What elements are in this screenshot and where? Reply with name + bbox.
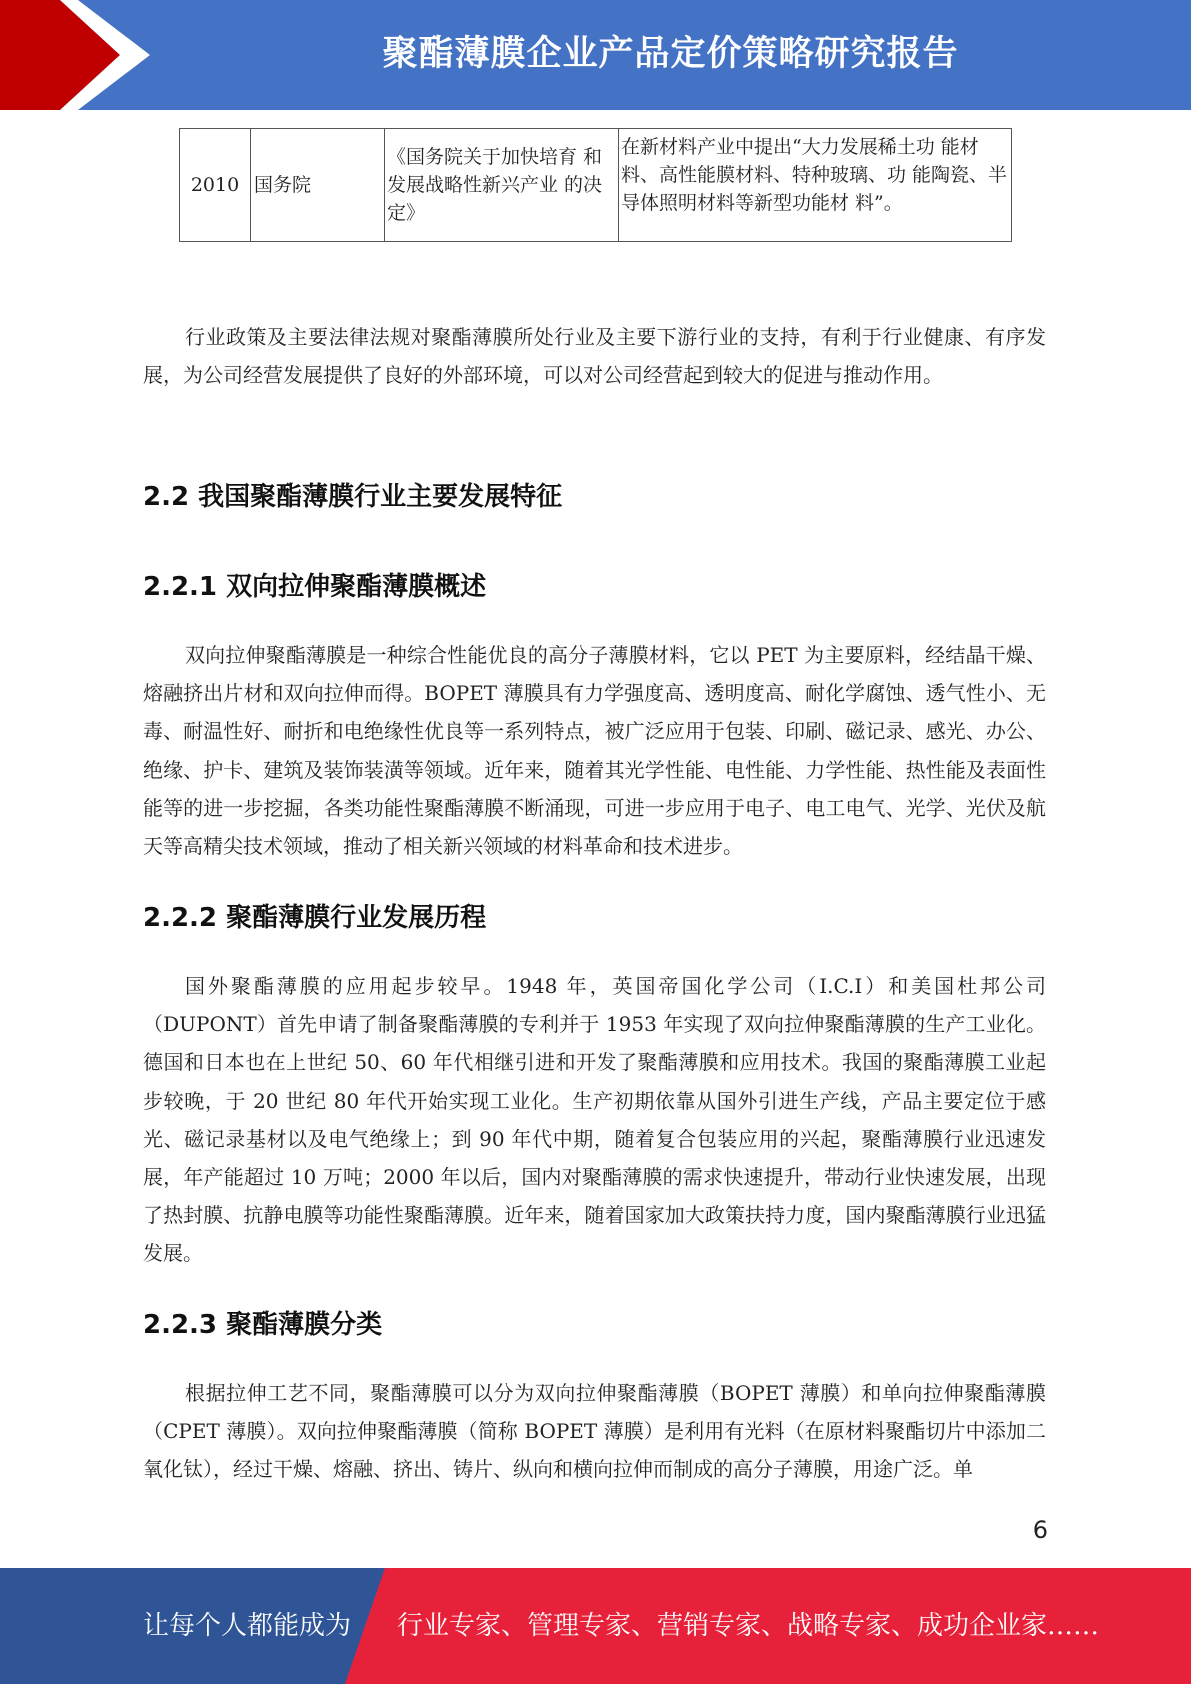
section-heading-2-2-2: 2.2.2 聚酯薄膜行业发展历程: [143, 903, 487, 933]
section-heading-2-2: 2.2 我国聚酯薄膜行业主要发展特征: [143, 482, 563, 512]
report-title: 聚酯薄膜企业产品定价策略研究报告: [382, 34, 959, 74]
paragraph-policy-support: 行业政策及主要法律法规对聚酯薄膜所处行业及主要下游行业的支持，有利于行业健康、有序发展，为公司经营发展提供了良好的外部环境，可以对公司经营起到较大的促进与推动作用。: [143, 325, 1046, 388]
policy-table: [179, 128, 1012, 242]
section-heading-2-2-1: 2.2.1 双向拉伸聚酯薄膜概述: [143, 572, 487, 602]
table-cell-content: 在新材料产业中提出“大力发展稀土功 能材料、高性能膜材料、特种玻璃、功 能陶瓷、半导体照明材料等新型功能材 料”。: [619, 129, 1012, 242]
table-row: [180, 129, 1012, 242]
page-number: 6: [1032, 1516, 1048, 1544]
footer-slogan-right: 行业专家、管理专家、营销专家、战略专家、成功企业家……: [397, 1611, 1100, 1641]
table-cell-document: 《国务院关于加快培育 和发展战略性新兴产业 的决定》: [385, 129, 619, 242]
paragraph-development-history: 国外聚酯薄膜的应用起步较早。1948 年，英国帝国化学公司（I.C.I）和美国杜邦公司（DUPONT）首先申请了制备聚酯薄膜的专利并于 1953 年实现了双向拉伸聚酯薄膜的生产工业化。德国和日本也在上世纪 50、60 年代相继引进和开发了聚酯薄膜和应用技术。我国的聚酯薄膜工业起步较晚，于 20 世纪 80 年代开始实现工业化。生产初期依靠从国外引进生产线，产品主要定位于感光、磁记录基材以及电气绝缘上；到 90 年代中期，随着复合包装应用的兴起，聚酯薄膜行业迅速发展，年产能超过 10 万吨；2000 年以后，国内对聚酯薄膜的需求快速提升，带动行业快速发展，出现了热封膜、抗静电膜等功能性聚酯薄膜。近年来，随着国家加大政策扶持力度，国内聚酯薄膜行业迅猛发展。: [143, 974, 1046, 1266]
table-cell-year: 2010: [180, 129, 251, 242]
footer-slogan-left: 让每个人都能成为: [143, 1611, 352, 1641]
section-heading-2-2-3: 2.2.3 聚酯薄膜分类: [143, 1310, 383, 1340]
paragraph-bopet-overview: 双向拉伸聚酯薄膜是一种综合性能优良的高分子薄膜材料，它以 PET 为主要原料，经结晶干燥、熔融挤出片材和双向拉伸而得。BOPET 薄膜具有力学强度高、透明度高、耐化学腐蚀、透气性小、无毒、耐温性好、耐折和电绝缘性优良等一系列特点，被广泛应用于包装、印刷、磁记录、感光、办公、绝缘、护卡、建筑及装饰装潢等领域。近年来，随着其光学性能、电性能、力学性能、热性能及表面性能等的进一步挖掘，各类功能性聚酯薄膜不断涌现，可进一步应用于电子、电工电气、光学、光伏及航天等高精尖技术领域，推动了相关新兴领域的材料革命和技术进步。: [143, 643, 1046, 859]
page-footer: [0, 1568, 1191, 1684]
table-cell-org: 国务院: [251, 129, 385, 242]
page-header: [0, 0, 1191, 110]
paragraph-classification: 根据拉伸工艺不同，聚酯薄膜可以分为双向拉伸聚酯薄膜（BOPET 薄膜）和单向拉伸聚酯薄膜（CPET 薄膜）。双向拉伸聚酯薄膜（简称 BOPET 薄膜）是利用有光料（在原材料聚酯切片中添加二氧化钛），经过干燥、熔融、挤出、铸片、纵向和横向拉伸而制成的高分子薄膜，用途广泛。单: [143, 1381, 1046, 1482]
header-arrow-decoration: [0, 0, 160, 110]
